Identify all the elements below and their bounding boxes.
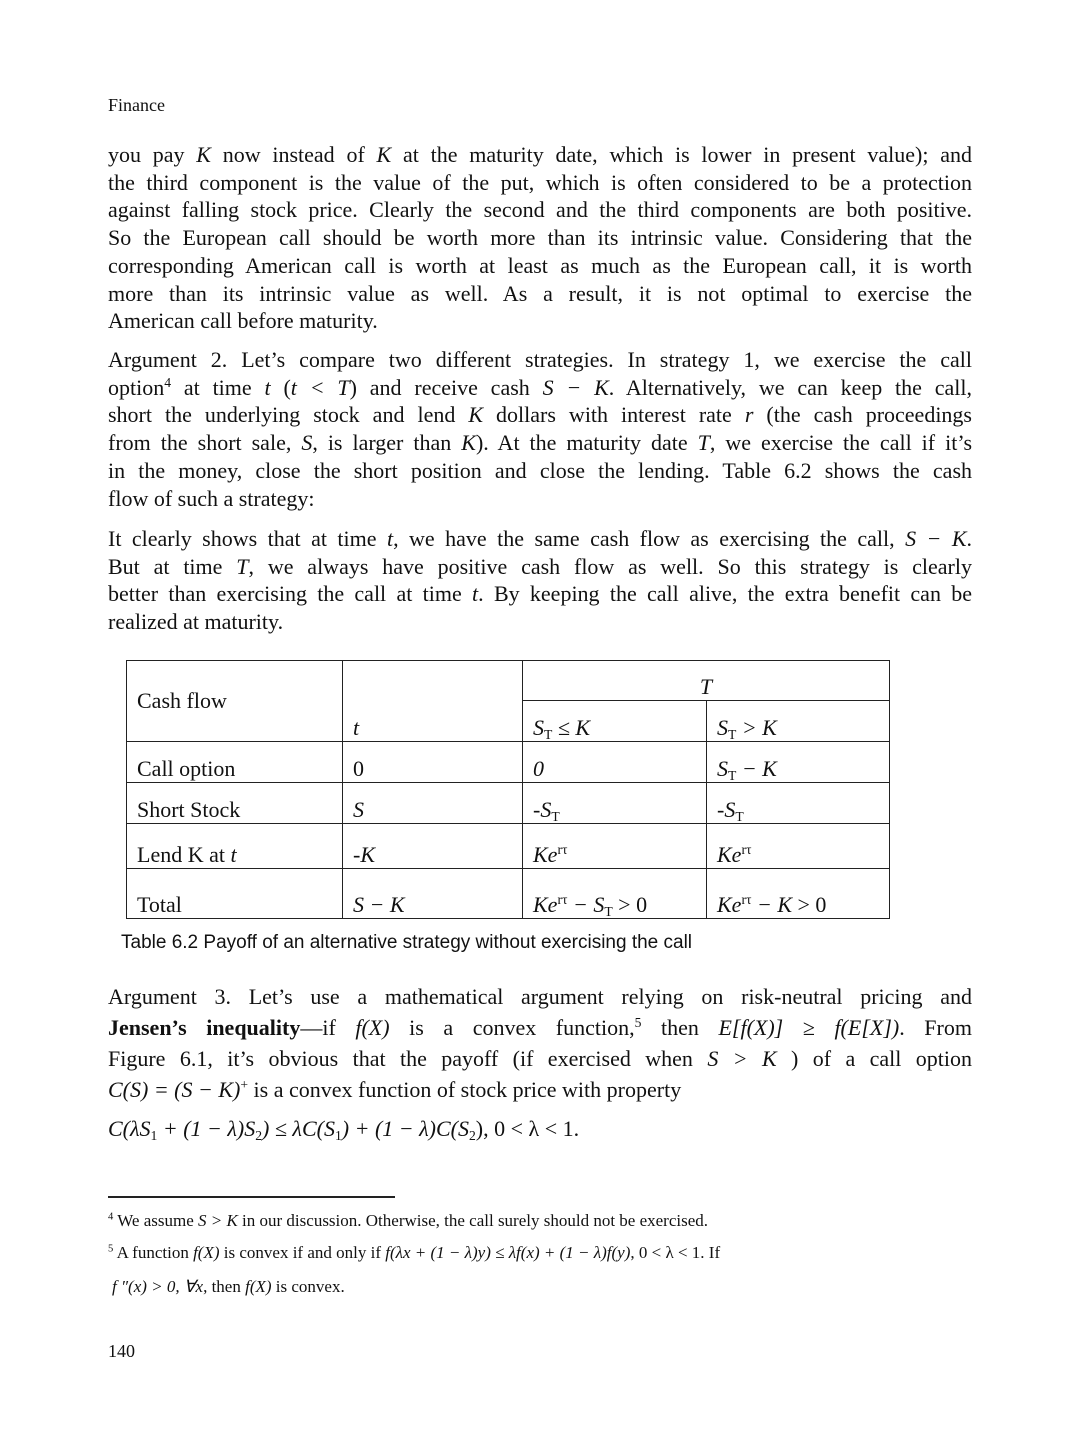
text-run: Argument 2. Let’s compare two different strategies. In strategy 1, we exercise the call: [108, 347, 972, 372]
math-run: S > K: [707, 1046, 777, 1071]
math-run: Ke: [533, 892, 558, 917]
math-run: S: [353, 797, 364, 822]
text-line: [108, 457, 972, 485]
header-st-le-k: [523, 701, 707, 742]
text-line: [108, 346, 972, 374]
text-run: So the European call should be worth more than its intrinsic value. Considering that the: [108, 225, 972, 251]
math-run: f ″(x) > 0, ∀x: [112, 1277, 204, 1296]
text-run: We assume: [113, 1211, 198, 1230]
text-run: Lend K at: [137, 842, 231, 867]
table-row: [127, 869, 890, 919]
footnote-rule: [108, 1196, 395, 1198]
text-run: ) and receive cash: [349, 374, 543, 400]
text-run: Argument 3. Let’s use a mathematical argument relying on risk-neutral pricing and: [108, 984, 972, 1009]
text-run: . From: [899, 1015, 972, 1040]
text-run: Short Stock: [137, 797, 241, 822]
text-run: ), 0 < λ < 1.: [475, 1116, 580, 1141]
math-run: t: [472, 581, 479, 607]
text-run: . By keeping the call alive, the extra benefit can be: [478, 581, 972, 607]
sup-run: +: [240, 1076, 249, 1092]
math-run: K: [376, 142, 392, 167]
text-run: (the cash proceedings: [753, 402, 972, 428]
text-line: [108, 429, 972, 457]
math-run: ) ≤ λC(S: [262, 1116, 335, 1141]
text-run: is a convex function of stock price with property: [248, 1077, 682, 1102]
paragraph-argument-2-conclusion: [108, 525, 972, 636]
math-run: Ke: [717, 892, 742, 917]
text-run: , we exercise the call if it’s: [709, 430, 973, 456]
footnote-5: [108, 1243, 720, 1263]
cell: [343, 742, 523, 783]
math-run: S: [717, 756, 728, 781]
text-line: [108, 401, 972, 429]
math-run: − S: [567, 892, 605, 917]
text-run: better than exercising the call at time: [108, 581, 473, 607]
cell: [523, 742, 707, 783]
text-run: > 0: [612, 892, 648, 917]
cash-flow-table: [126, 660, 890, 919]
text-line: [108, 169, 972, 197]
text-run: ). At the maturity date: [475, 430, 698, 456]
math-run: S − K: [905, 526, 967, 551]
text-run: against falling stock price. Clearly the second and the third components are both positive.: [108, 197, 972, 223]
cell: [523, 783, 707, 824]
math-run: S: [533, 715, 544, 740]
paragraph-argument-3: [108, 981, 972, 1105]
footnote-4: [108, 1211, 708, 1231]
text-run: Figure 6.1, it’s obvious that the payoff (if exercised when: [108, 1046, 708, 1071]
math-run: t: [264, 374, 271, 400]
text-run: (: [270, 374, 291, 400]
math-run: + (1 − λ)S: [157, 1116, 256, 1141]
text-run: American call before maturity.: [108, 308, 378, 334]
text-run: realized at maturity.: [108, 609, 284, 635]
math-run: T: [697, 430, 710, 456]
text-run: .: [966, 526, 972, 551]
math-run: C(S) = (S − K): [108, 1077, 241, 1102]
sup-run: rτ: [741, 891, 752, 907]
text-run: Total: [137, 892, 182, 917]
math-run: K: [196, 142, 211, 167]
text-run: , 0 < λ < 1. If: [630, 1243, 721, 1262]
bold-run: Jensen’s inequality: [108, 1015, 301, 1040]
cell: [707, 742, 890, 783]
convexity-formula: [108, 1116, 579, 1142]
math-run: S: [717, 715, 728, 740]
cell: [523, 824, 707, 869]
math-run: f(X): [193, 1243, 220, 1262]
text-run: A function: [113, 1243, 194, 1262]
math-run: t: [386, 526, 394, 551]
math-run: − K: [736, 756, 777, 781]
math-run: Ke: [533, 842, 558, 867]
text-run: at the maturity date, which is lower in present value); and: [391, 142, 973, 167]
sub-run: T: [544, 727, 553, 743]
text-run: is a convex function,: [389, 1015, 635, 1040]
sup-run: rτ: [557, 891, 568, 907]
math-run: -S: [717, 797, 736, 822]
text-line: [108, 580, 972, 608]
sub-run: 1: [334, 1128, 342, 1144]
text-line: [108, 196, 972, 224]
text-line: [108, 1074, 972, 1105]
table-caption: Table 6.2 Payoff of an alternative strategy without exercising the call: [121, 932, 693, 953]
header-t: [343, 661, 523, 742]
text-run: the third component is the value of the put, which is often considered to be a protection: [108, 169, 972, 195]
text-line: [108, 553, 972, 581]
text-line: [108, 525, 972, 553]
text-run: at time: [171, 374, 265, 400]
text-run: , we have the same cash flow as exercising the call,: [393, 526, 906, 551]
sub-run: T: [728, 768, 737, 784]
text-line: [108, 608, 972, 636]
cell: [343, 783, 523, 824]
table-row: [127, 824, 890, 869]
cell: [707, 824, 890, 869]
row-label: [127, 783, 343, 824]
header-cash-flow: [127, 661, 343, 742]
table-row: [127, 742, 890, 783]
text-run: ) of a call option: [776, 1046, 972, 1071]
text-run: in our discussion. Otherwise, the call surely should not be exercised.: [237, 1211, 709, 1230]
cell: [343, 869, 523, 919]
sup-run: 4: [164, 374, 172, 390]
math-run: T: [699, 674, 713, 699]
text-run: then: [641, 1015, 719, 1040]
text-run: now instead of: [210, 142, 377, 167]
header-st-gt-k: [707, 701, 890, 742]
text-line: [108, 1043, 972, 1074]
text-run: from the short sale,: [108, 430, 302, 456]
text-run: , we always have positive cash flow as well. So this strategy is clearly: [248, 553, 972, 579]
math-run: S: [301, 430, 313, 456]
math-run: S − K: [542, 374, 609, 400]
table-row: [127, 783, 890, 824]
math-run: t: [353, 715, 360, 740]
cell: [707, 783, 890, 824]
row-label: [127, 869, 343, 919]
row-label: [127, 742, 343, 783]
header-T: [523, 661, 890, 701]
text-line: [108, 224, 972, 252]
text-run: , then: [203, 1277, 246, 1296]
text-line: [108, 1012, 972, 1043]
sup-run: rτ: [557, 841, 568, 857]
page-number: 140: [108, 1341, 135, 1361]
math-run: f(X): [245, 1277, 272, 1296]
text-line: [108, 141, 972, 169]
sub-run: T: [728, 727, 737, 743]
text-line: [108, 280, 972, 308]
text-run: But at time: [108, 553, 237, 579]
text-run: Call option: [137, 756, 236, 781]
math-run: r: [744, 402, 754, 428]
math-run: K: [461, 430, 476, 456]
sub-run: T: [604, 904, 613, 920]
text-run: flow of such a strategy:: [108, 485, 315, 511]
cell: [343, 824, 523, 869]
math-run: f(λx + (1 − λ)y) ≤ λf(x) + (1 − λ)f(y): [385, 1243, 631, 1262]
text-run: > 0: [792, 892, 827, 917]
row-label: [127, 824, 343, 869]
text-run: option: [108, 374, 165, 400]
math-run: C(λS: [108, 1116, 151, 1141]
math-run: -K: [353, 842, 375, 867]
math-run: -S: [533, 797, 552, 822]
math-run: E[f(X)] ≥ f(E[X]): [718, 1015, 900, 1040]
text-run: —if: [300, 1015, 356, 1040]
math-run: S − K: [353, 892, 405, 917]
math-run: T: [236, 553, 249, 579]
sub-run: T: [735, 809, 744, 825]
text-run: . Alternatively, we can keep the call,: [608, 374, 972, 400]
math-run: ≤ K: [552, 715, 591, 740]
sub-run: 2: [255, 1128, 263, 1144]
text-run: , is larger than: [312, 430, 462, 456]
sub-run: 1: [150, 1128, 158, 1144]
sub-run: 2: [468, 1128, 476, 1144]
math-run: > K: [736, 715, 777, 740]
text-line: [108, 307, 972, 335]
text-run: It clearly shows that at time: [108, 526, 387, 551]
math-run: t < T: [290, 374, 350, 400]
math-run: f(X): [355, 1015, 390, 1040]
text-run: is convex.: [271, 1277, 345, 1296]
text-line: [108, 374, 972, 402]
text-run: in the money, close the short position and close the lending. Table 6.2 shows the cash: [108, 457, 972, 483]
text-run: dollars with interest rate: [483, 402, 745, 428]
text-run: Cash flow: [137, 688, 227, 713]
running-header: Finance: [108, 95, 165, 115]
paragraph-argument-2: [108, 346, 972, 512]
sub-run: T: [551, 809, 560, 825]
text-line: [108, 485, 972, 513]
text-run: more than its intrinsic value as well. As a result, it is not optimal to exercise the: [108, 280, 972, 306]
footnote-5-continued: [112, 1277, 345, 1297]
cell: [707, 869, 890, 919]
math-run: 0: [533, 756, 544, 781]
math-run: ) + (1 − λ)C(S: [341, 1116, 469, 1141]
math-run: K: [468, 402, 484, 428]
cell: [523, 869, 707, 919]
sup-run: 5: [108, 1243, 114, 1255]
sup-run: rτ: [741, 841, 752, 857]
text-line: [108, 981, 972, 1012]
text-run: you pay: [108, 142, 197, 167]
math-run: S > K: [197, 1211, 238, 1230]
text-run: corresponding American call is worth at least as much as the European call, it is worth: [108, 252, 972, 278]
math-run: t: [230, 842, 237, 867]
sup-run: 5: [634, 1014, 642, 1030]
text-run: short the underlying stock and lend: [108, 402, 469, 428]
text-run: 0: [353, 756, 364, 781]
math-run: Ke: [717, 842, 742, 867]
text-run: is convex if and only if: [219, 1243, 386, 1262]
sup-run: 4: [108, 1211, 114, 1223]
text-line: [108, 252, 972, 280]
paragraph-argument-1-conclusion: [108, 141, 972, 335]
math-run: − K: [751, 892, 792, 917]
